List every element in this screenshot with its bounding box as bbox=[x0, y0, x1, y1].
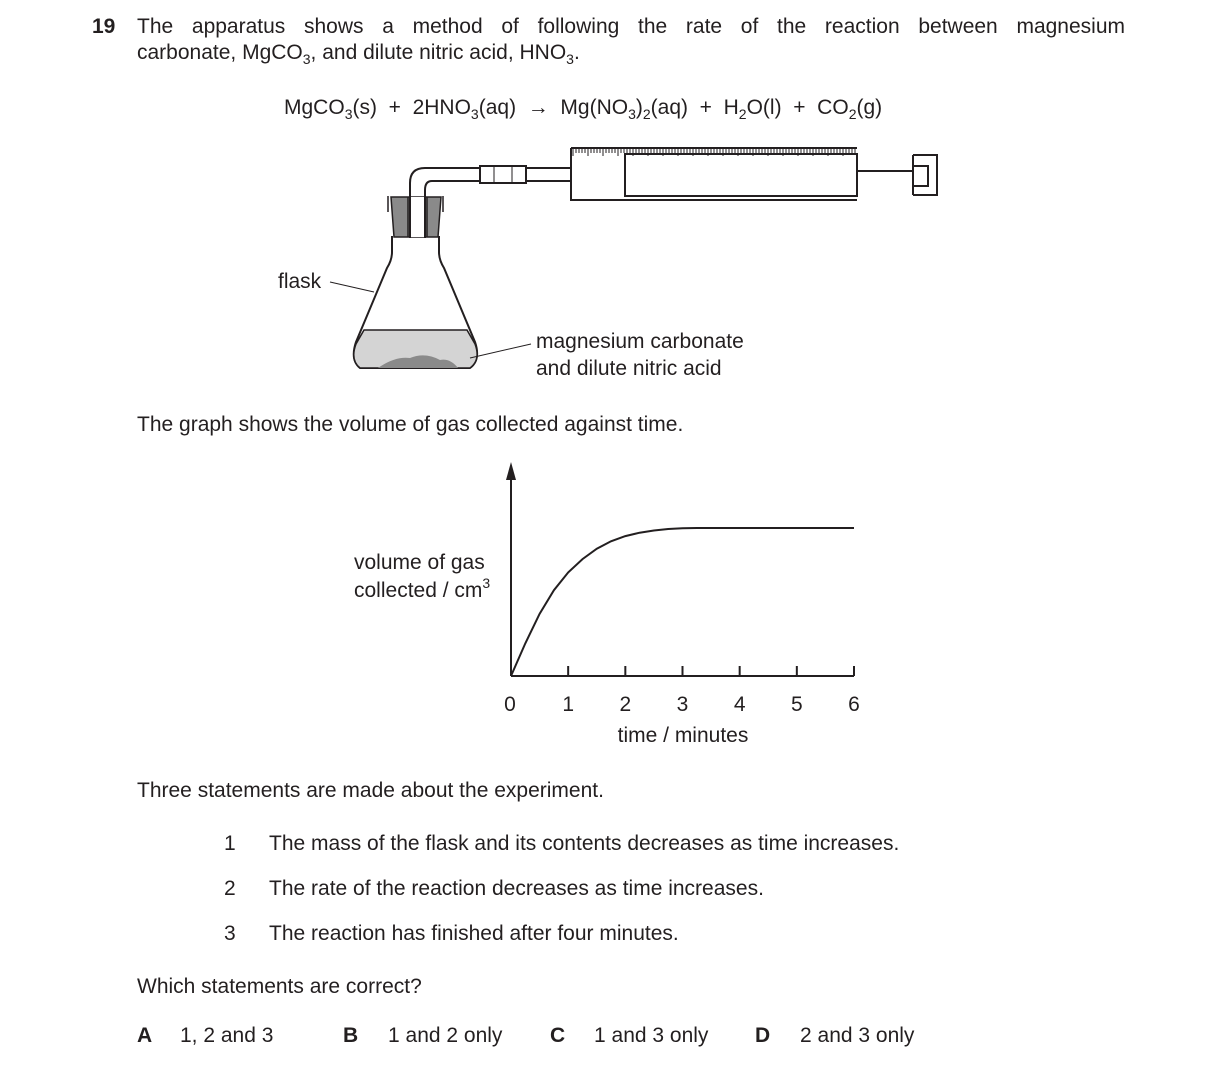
x-tick-label-2: 2 bbox=[619, 693, 632, 716]
question-prompt: Which statements are correct? bbox=[137, 975, 422, 998]
option-text-b[interactable]: 1 and 2 only bbox=[388, 1024, 503, 1047]
option-text-c[interactable]: 1 and 3 only bbox=[594, 1024, 709, 1047]
series-line-volume bbox=[511, 528, 854, 676]
y-axis-label-line-1: volume of gas bbox=[354, 551, 485, 574]
syringe-plunger-rod bbox=[857, 155, 937, 195]
option-letter-c[interactable]: C bbox=[550, 1024, 566, 1047]
x-tick-label-5: 5 bbox=[790, 693, 803, 716]
syringe-nozzle bbox=[526, 168, 571, 181]
statement-number: 1 bbox=[224, 832, 236, 855]
statement-text: The rate of the reaction decreases as time increases. bbox=[269, 877, 764, 900]
question-stem-line-2: carbonate, MgCO$_3$, and dilute nitric acid, $HNO_3$. bbox=[137, 41, 580, 68]
apparatus-diagram bbox=[0, 0, 1216, 400]
x-tick-label-0: 0 bbox=[504, 693, 516, 716]
question-number: 19 bbox=[92, 15, 116, 38]
x-tick-label-4: 4 bbox=[733, 693, 746, 716]
x-tick-label-6: 6 bbox=[848, 693, 860, 716]
syringe-plunger bbox=[625, 154, 857, 196]
statements-intro: Three statements are made about the experiment. bbox=[137, 779, 604, 802]
chemical-equation: MgCO$_3$(s) + $2HNO_3(aq) \to Mg(NO_3)_2(aq) + H_2O(l) + CO_2(g)$ bbox=[284, 96, 883, 123]
contents-label-line-2: and dilute nitric acid bbox=[536, 357, 722, 380]
contents-label-line-1: magnesium carbonate bbox=[536, 330, 744, 353]
x-tick-label-1: 1 bbox=[562, 693, 575, 716]
y-axis-label-line-2: collected / $cm^3$ bbox=[354, 575, 491, 602]
option-text-d[interactable]: 2 and 3 only bbox=[800, 1024, 915, 1047]
statement-number: 3 bbox=[224, 922, 236, 945]
syringe-barrel bbox=[571, 148, 857, 200]
statement-number: 2 bbox=[224, 877, 236, 900]
option-letter-d[interactable]: D bbox=[755, 1024, 771, 1047]
flask-label: flask bbox=[278, 270, 322, 293]
option-letter-b[interactable]: B bbox=[343, 1024, 359, 1047]
graph-intro: The graph shows the volume of gas collected against time. bbox=[137, 413, 684, 436]
y-axis-arrow bbox=[506, 462, 516, 480]
volume-time-chart bbox=[0, 440, 1216, 760]
statement-text: The mass of the flask and its contents decreases as time increases. bbox=[269, 832, 900, 855]
x-axis-label: time / minutes bbox=[617, 724, 749, 747]
option-letter-a[interactable]: A bbox=[137, 1024, 153, 1047]
statement-text: The reaction has finished after four minutes. bbox=[269, 922, 679, 945]
rubber-connector bbox=[480, 166, 526, 183]
option-text-a[interactable]: 1, 2 and 3 bbox=[180, 1024, 274, 1047]
x-tick-label-3: 3 bbox=[676, 693, 689, 716]
question-stem-line-1: The apparatus shows a method of following the rate of the reaction between magnesium bbox=[137, 15, 1125, 38]
